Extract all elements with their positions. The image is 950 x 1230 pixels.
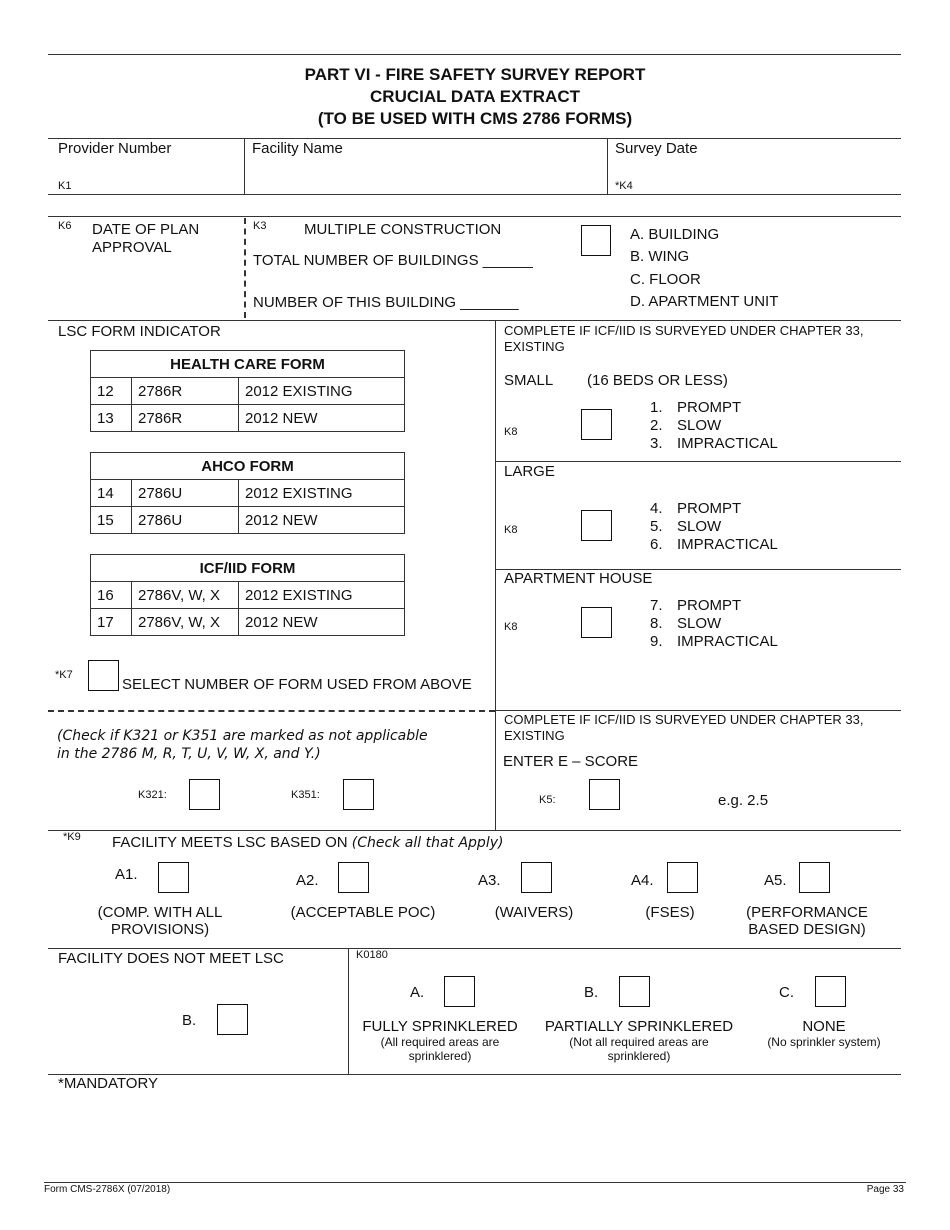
col-divider: [244, 138, 245, 194]
apartment-option: 8. SLOW: [650, 615, 722, 632]
sprinkler-b-letter: B.: [584, 984, 599, 1001]
footer-form-id: Form CMS-2786X (07/2018): [44, 1184, 171, 1195]
col-divider: [607, 138, 608, 194]
facility-name-label: Facility Name: [252, 140, 343, 157]
k9-option-a2-desc: (ACCEPTABLE POC): [290, 904, 436, 921]
row-divider: [48, 830, 901, 831]
form-subtitle: CRUCIAL DATA EXTRACT: [370, 87, 580, 106]
this-building-field[interactable]: NUMBER OF THIS BUILDING _______: [253, 294, 519, 311]
k9-option-a1-code: A1.: [115, 866, 138, 883]
row-divider: [495, 710, 901, 711]
col-divider: [495, 320, 496, 830]
check-note-line1: (Check if K321 or K351 are marked as not applicable: [57, 728, 428, 744]
k9-option-a4-desc: (FSES): [645, 904, 695, 921]
table-row: 16 2786V, W, X 2012 EXISTING: [91, 582, 405, 609]
escore-code: K5:: [539, 794, 556, 806]
large-checkbox[interactable]: [581, 510, 612, 541]
small-option: 2. SLOW: [650, 417, 722, 434]
multiple-construction-label: MULTIPLE CONSTRUCTION: [304, 221, 502, 238]
table-row: 12 2786R 2012 EXISTING: [91, 378, 405, 405]
mandatory-note: *MANDATORY: [58, 1075, 159, 1092]
k9-label: FACILITY MEETS LSC BASED ON (Check all that Apply): [112, 834, 504, 851]
k9-option-a5-desc: (PERFORMANCE BASED DESIGN): [746, 904, 868, 938]
large-option: 6. IMPRACTICAL: [650, 536, 778, 553]
row-divider: [48, 320, 901, 321]
k351-checkbox[interactable]: [343, 779, 374, 810]
sprinkler-a-note: (All required areas are sprinklered): [380, 1035, 500, 1063]
plan-approval-code: K6: [58, 220, 72, 232]
k9-option-a4-checkbox[interactable]: [667, 862, 698, 893]
plan-approval-field[interactable]: [92, 260, 232, 315]
sprinkler-b-title: PARTIALLY SPRINKLERED: [544, 1018, 734, 1035]
row-divider: [48, 216, 901, 217]
top-rule: [48, 54, 901, 55]
lsc-form-indicator-label: LSC FORM INDICATOR: [58, 323, 221, 340]
k9-option-a3-desc: (WAIVERS): [494, 904, 574, 921]
k8-code-large: K8: [504, 524, 518, 536]
sprinkler-c-title: NONE: [802, 1018, 846, 1035]
small-label: SMALL: [504, 372, 554, 389]
k7-form-number-box[interactable]: [88, 660, 119, 691]
health-care-form-table: [90, 350, 405, 432]
k9-code: *K9: [63, 831, 81, 843]
k9-option-a3-checkbox[interactable]: [521, 862, 552, 893]
facility-name-field[interactable]: [248, 158, 603, 192]
apartment-house-label: APARTMENT HOUSE: [504, 570, 653, 587]
large-option: 5. SLOW: [650, 518, 722, 535]
not-meet-label: FACILITY DOES NOT MEET LSC: [58, 950, 284, 967]
k351-label: K351:: [291, 789, 320, 801]
construction-code: K3: [253, 220, 267, 232]
table-row: 17 2786V, W, X 2012 NEW: [91, 609, 405, 636]
apartment-option: 7. PROMPT: [650, 597, 742, 614]
sprinkler-a-letter: A.: [410, 984, 425, 1001]
row-divider: [48, 194, 901, 195]
survey-date-label: Survey Date: [615, 140, 698, 157]
k321-checkbox[interactable]: [189, 779, 220, 810]
small-note: (16 BEDS OR LESS): [587, 372, 728, 389]
k9-option-a2-code: A2.: [296, 872, 319, 889]
sprinkler-code: K0180: [356, 949, 388, 961]
not-meet-b-checkbox[interactable]: [217, 1004, 248, 1035]
dashed-divider: [48, 710, 495, 712]
k9-option-a1-desc: (COMP. WITH ALL PROVISIONS): [97, 904, 223, 938]
dashed-divider: [244, 218, 246, 318]
large-label: LARGE: [504, 463, 555, 480]
not-meet-b-label: B.: [182, 1012, 197, 1029]
k7-code: *K7: [55, 669, 73, 681]
k9-option-a5-code: A5.: [764, 872, 787, 889]
construction-option-building: A. BUILDING: [630, 226, 720, 243]
sprinkler-b-checkbox[interactable]: [619, 976, 650, 1007]
table-row: 13 2786R 2012 NEW: [91, 405, 405, 432]
form-usage-note: (TO BE USED WITH CMS 2786 FORMS): [317, 109, 633, 128]
footer-page-number: Page 33: [866, 1184, 904, 1195]
apartment-checkbox[interactable]: [581, 607, 612, 638]
check-note-line2: in the 2786 M, R, T, U, V, W, X, and Y.): [57, 746, 321, 762]
construction-checkbox[interactable]: [581, 225, 611, 256]
construction-option-wing: B. WING: [630, 248, 690, 265]
icf-heading: COMPLETE IF ICF/IID IS SURVEYED UNDER CHAPTER 33, EXISTING: [504, 323, 864, 354]
total-buildings-field[interactable]: TOTAL NUMBER OF BUILDINGS ______: [253, 252, 533, 269]
provider-number-code: K1: [58, 180, 72, 192]
survey-date-field[interactable]: [611, 158, 897, 192]
plan-approval-label-2: APPROVAL: [92, 239, 172, 256]
row-divider: [48, 948, 901, 949]
k9-option-a2-checkbox[interactable]: [338, 862, 369, 893]
construction-option-floor: C. FLOOR: [630, 271, 701, 288]
footer-rule: [44, 1182, 906, 1183]
sprinkler-c-note: (No sprinkler system): [767, 1035, 881, 1049]
k9-option-a5-checkbox[interactable]: [799, 862, 830, 893]
sprinkler-c-checkbox[interactable]: [815, 976, 846, 1007]
table-row: 15 2786U 2012 NEW: [91, 507, 405, 534]
col-divider: [348, 948, 349, 1074]
sprinkler-a-checkbox[interactable]: [444, 976, 475, 1007]
survey-date-code: *K4: [615, 180, 633, 192]
k9-option-a3-code: A3.: [478, 872, 501, 889]
small-checkbox[interactable]: [581, 409, 612, 440]
k321-label: K321:: [138, 789, 167, 801]
construction-option-apartment: D. APARTMENT UNIT: [630, 293, 779, 310]
apartment-option: 9. IMPRACTICAL: [650, 633, 778, 650]
k8-code-apartment: K8: [504, 621, 518, 633]
sprinkler-b-note: (Not all required areas are sprinklered): [569, 1035, 709, 1063]
escore-label: ENTER E – SCORE: [503, 753, 639, 770]
escore-box[interactable]: [589, 779, 620, 810]
k8-code-small: K8: [504, 426, 518, 438]
large-option: 4. PROMPT: [650, 500, 742, 517]
provider-number-field[interactable]: [50, 158, 240, 192]
form-title: PART VI - FIRE SAFETY SURVEY REPORT: [304, 65, 646, 84]
escore-example: e.g. 2.5: [718, 792, 769, 809]
sprinkler-a-title: FULLY SPRINKLERED: [362, 1018, 518, 1035]
row-divider: [495, 461, 901, 462]
provider-number-label: Provider Number: [58, 140, 172, 157]
table-title: HEALTH CARE FORM: [91, 351, 405, 378]
row-divider: [48, 1074, 901, 1075]
table-title: AHCO FORM: [91, 453, 405, 480]
table-row: 14 2786U 2012 EXISTING: [91, 480, 405, 507]
k7-label: SELECT NUMBER OF FORM USED FROM ABOVE: [122, 676, 472, 693]
k9-option-a1-checkbox[interactable]: [158, 862, 189, 893]
small-option: 3. IMPRACTICAL: [650, 435, 778, 452]
ahco-form-table: [90, 452, 405, 534]
icf-iid-form-table: [90, 554, 405, 636]
k9-option-a4-code: A4.: [631, 872, 654, 889]
table-title: ICF/IID FORM: [91, 555, 405, 582]
sprinkler-c-letter: C.: [779, 984, 794, 1001]
small-option: 1. PROMPT: [650, 399, 742, 416]
row-divider: [48, 138, 901, 139]
plan-approval-label-1: DATE OF PLAN: [92, 221, 200, 238]
escore-heading: COMPLETE IF ICF/IID IS SURVEYED UNDER CHAPTER 33, EXISTING: [504, 712, 864, 743]
